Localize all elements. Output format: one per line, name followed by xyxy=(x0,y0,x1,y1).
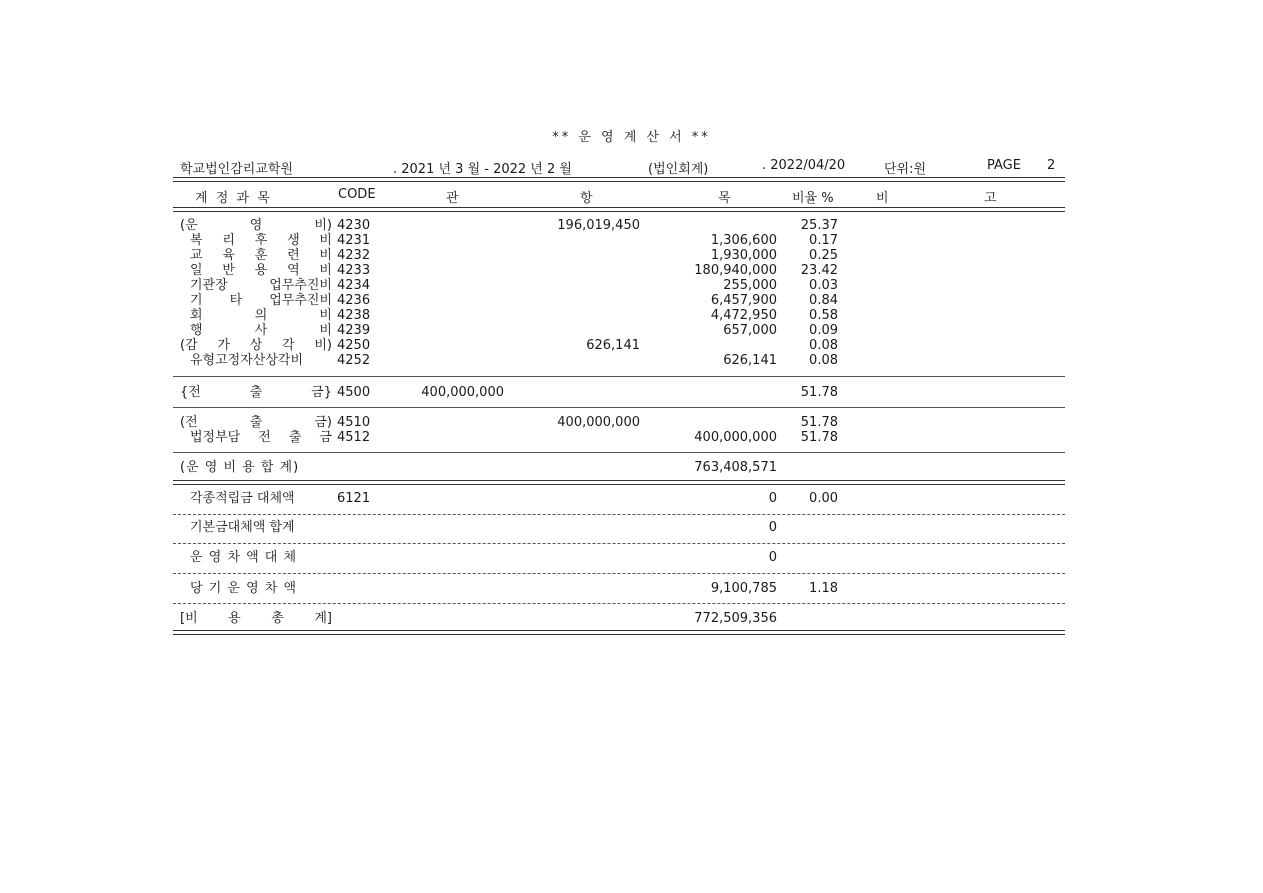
ledger-row xyxy=(0,581,1263,596)
ledger-row xyxy=(0,278,1263,293)
ledger-row xyxy=(0,491,1263,506)
ratio-value: 51.78 xyxy=(800,385,838,400)
accounting-type: (법인회계) xyxy=(648,162,709,177)
mok-amount: 1,930,000 xyxy=(710,248,777,263)
account-code: 4234 xyxy=(337,278,371,293)
account-name: 법정부담 전 출 금 xyxy=(190,430,332,445)
ratio-value: 0.58 xyxy=(809,308,838,323)
account-code: 4500 xyxy=(337,385,371,400)
mok-amount: 9,100,785 xyxy=(710,581,777,596)
ledger-row xyxy=(0,415,1263,430)
account-code: 4252 xyxy=(337,353,371,368)
mok-amount: 763,408,571 xyxy=(694,460,777,475)
ratio-value: 0.08 xyxy=(809,338,838,353)
col-hang: 항 xyxy=(580,191,593,206)
ledger-row xyxy=(0,293,1263,308)
account-code: 4250 xyxy=(337,338,371,353)
col-kwan: 관 xyxy=(446,191,459,206)
col-mok: 목 xyxy=(718,191,731,206)
ledger-row xyxy=(0,385,1263,400)
ratio-value: 0.17 xyxy=(809,233,838,248)
report-date: . 2022/04/20 xyxy=(762,158,846,173)
account-code: 4233 xyxy=(337,263,371,278)
account-name: 일 반 용 역 비 xyxy=(190,263,332,278)
mok-amount: 180,940,000 xyxy=(694,263,777,278)
kwan-amount: 400,000,000 xyxy=(421,385,504,400)
section-rule xyxy=(173,376,1065,377)
ledger-row xyxy=(0,308,1263,323)
ledger-row xyxy=(0,323,1263,338)
ledger-row xyxy=(0,550,1263,565)
ratio-value: 1.18 xyxy=(809,581,838,596)
page-number: 2 xyxy=(1047,158,1056,173)
mok-amount: 0 xyxy=(768,550,777,565)
col-code: CODE xyxy=(338,187,376,202)
mok-amount: 0 xyxy=(768,491,777,506)
fiscal-period: . 2021 년 3 월 - 2022 년 2 월 xyxy=(393,162,572,177)
section-rule xyxy=(173,514,1065,515)
account-code: 4231 xyxy=(337,233,371,248)
total-rule xyxy=(173,480,1065,485)
hang-amount: 196,019,450 xyxy=(557,218,640,233)
mok-amount: 626,141 xyxy=(723,353,777,368)
hang-amount: 400,000,000 xyxy=(557,415,640,430)
ledger-row xyxy=(0,338,1263,353)
account-name: 각종적립금 대체액 xyxy=(190,491,295,506)
account-name: 교 육 훈 련 비 xyxy=(190,248,332,263)
section-rule xyxy=(173,603,1065,604)
footer-rule xyxy=(173,630,1065,635)
ratio-value: 0.08 xyxy=(809,353,838,368)
ledger-row xyxy=(0,353,1263,368)
mok-amount: 657,000 xyxy=(723,323,777,338)
account-code: 4512 xyxy=(337,430,371,445)
ratio-value: 51.78 xyxy=(800,415,838,430)
account-name: 기 타 업무추진비 xyxy=(190,293,332,308)
account-name: 유형고정자산상각비 xyxy=(190,353,304,368)
account-name: [비 용 총 계] xyxy=(180,611,332,626)
ratio-value: 25.37 xyxy=(800,218,838,233)
header-rule-bottom xyxy=(173,207,1065,212)
account-name: 행 사 비 xyxy=(190,323,332,338)
col-remarks-2: 고 xyxy=(984,191,997,206)
account-code: 4510 xyxy=(337,415,371,430)
ratio-value: 0.25 xyxy=(809,248,838,263)
unit-label: 단위:원 xyxy=(884,162,927,177)
section-rule xyxy=(173,543,1065,544)
organization-name: 학교법인감리교학원 xyxy=(180,162,294,177)
account-code: 6121 xyxy=(337,491,371,506)
ledger-row xyxy=(0,520,1263,535)
section-rule xyxy=(173,407,1065,408)
account-code: 4230 xyxy=(337,218,371,233)
mok-amount: 0 xyxy=(768,520,777,535)
col-account: 계 정 과 목 xyxy=(195,191,272,206)
ratio-value: 0.00 xyxy=(809,491,838,506)
ratio-value: 0.03 xyxy=(809,278,838,293)
account-name: 당 기 운 영 차 액 xyxy=(190,581,298,596)
mok-amount: 772,509,356 xyxy=(694,611,777,626)
account-name: (운 영 비) xyxy=(180,218,332,233)
col-remarks-1: 비 xyxy=(876,191,889,206)
col-ratio: 비율 % xyxy=(792,191,834,206)
hang-amount: 626,141 xyxy=(586,338,640,353)
ledger-row xyxy=(0,263,1263,278)
account-name: 회 의 비 xyxy=(190,308,332,323)
header-rule-top xyxy=(173,177,1065,182)
account-name: 기관장 업무추진비 xyxy=(190,278,332,293)
ledger-row xyxy=(0,218,1263,233)
account-code: 4232 xyxy=(337,248,371,263)
ratio-value: 0.84 xyxy=(809,293,838,308)
page-label: PAGE xyxy=(987,158,1021,173)
account-name: 운 영 차 액 대 체 xyxy=(190,550,298,565)
account-code: 4236 xyxy=(337,293,371,308)
account-code: 4239 xyxy=(337,323,371,338)
ledger-row xyxy=(0,233,1263,248)
account-name: {전 출 금} xyxy=(180,385,332,400)
mok-amount: 400,000,000 xyxy=(694,430,777,445)
ledger-row xyxy=(0,248,1263,263)
mok-amount: 1,306,600 xyxy=(710,233,777,248)
section-rule xyxy=(173,573,1065,574)
account-name: (전 출 금) xyxy=(180,415,332,430)
mok-amount: 255,000 xyxy=(723,278,777,293)
ledger-row xyxy=(0,460,1263,475)
mok-amount: 4,472,950 xyxy=(710,308,777,323)
account-name: 기본금대체액 합계 xyxy=(190,520,295,535)
ratio-value: 23.42 xyxy=(800,263,838,278)
account-code: 4238 xyxy=(337,308,371,323)
section-rule xyxy=(173,452,1065,453)
ledger-row xyxy=(0,611,1263,626)
mok-amount: 6,457,900 xyxy=(710,293,777,308)
document-title: ** 운 영 계 산 서 ** xyxy=(552,130,711,145)
ratio-value: 51.78 xyxy=(800,430,838,445)
account-name: 복 리 후 생 비 xyxy=(190,233,332,248)
ratio-value: 0.09 xyxy=(809,323,838,338)
account-name: (감 가 상 각 비) xyxy=(180,338,332,353)
account-name: (운 영 비 용 합 계) xyxy=(180,460,300,475)
ledger-row xyxy=(0,430,1263,445)
